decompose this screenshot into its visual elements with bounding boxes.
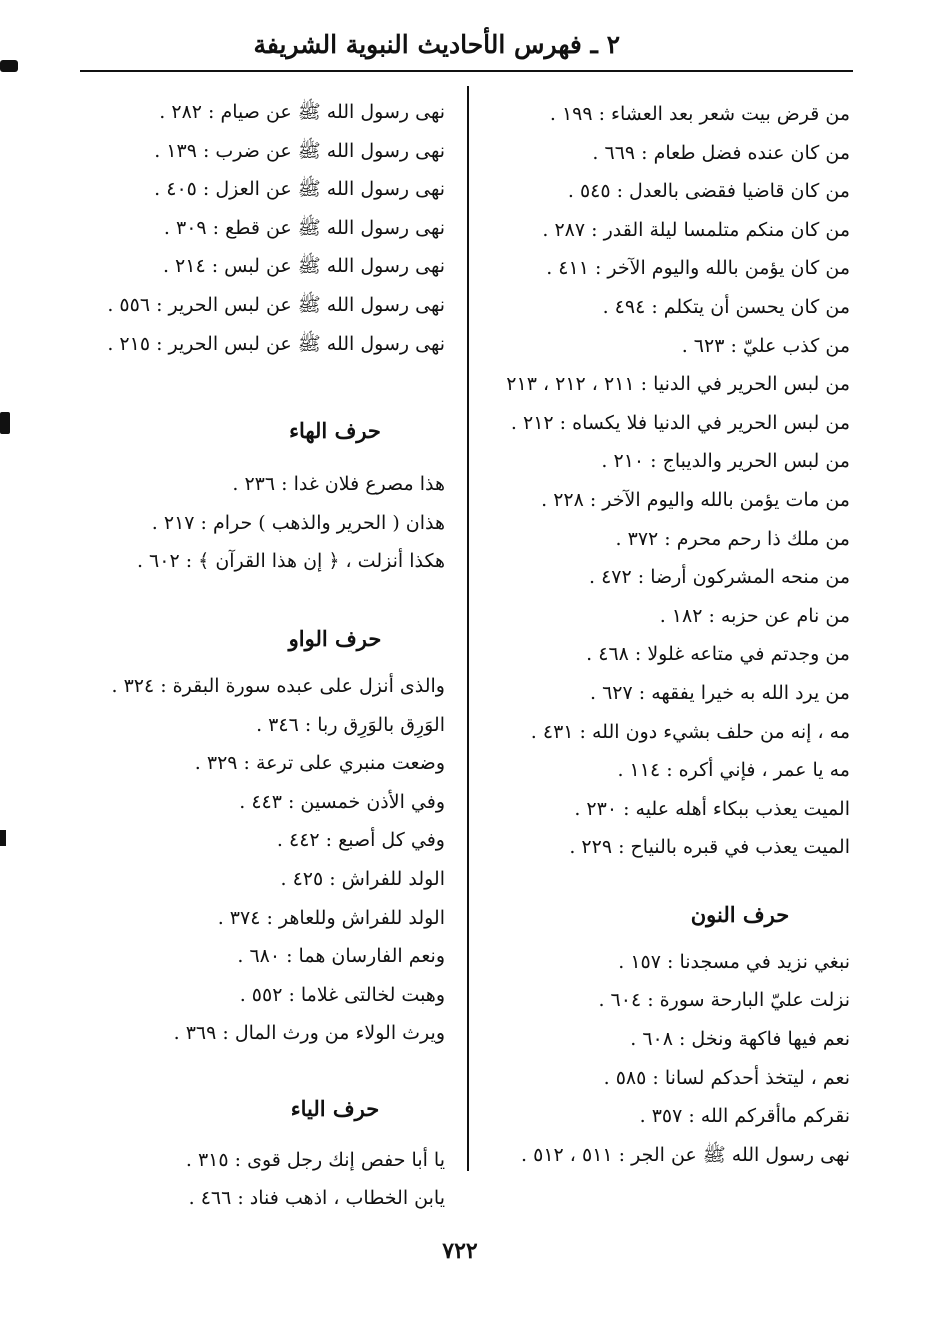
index-entry: نهى رسول الله ﷺ عن صيام : ٢٨٢ .: [159, 101, 445, 123]
index-entry: من قرض بيت شعر بعد العشاء : ١٩٩ .: [549, 103, 850, 125]
index-entry: نهى رسول الله ﷺ عن قطع : ٣٠٩ .: [163, 216, 445, 239]
index-entry: من لبس الحرير في الدنيا فلا يكساه : ٢١٢ .: [510, 411, 850, 434]
index-entry: نهى رسول الله ﷺ عن ضرب : ١٣٩ .: [154, 139, 445, 162]
index-entry: من ملك ذا رحم محرم : ٣٧٢ .: [615, 527, 850, 550]
index-entry: ونعم الفارسان هما : ٦٨٠ .: [237, 945, 445, 968]
index-entry: هكذا أنزلت ، ﴿ إن هذا القرآن ﴾ : ٦٠٢ .: [136, 550, 445, 573]
margin-ink-mark: [0, 60, 18, 72]
index-entry: من يرد الله به خيرا يفقهه : ٦٢٧ .: [590, 681, 850, 704]
index-entry: من كان منكم متلمسا ليلة القدر : ٢٨٧ .: [542, 218, 850, 241]
section-heading-ha: حرف الهاء: [289, 418, 381, 444]
index-entry: من مات يؤمن بالله واليوم الآخر : ٢٢٨ .: [541, 488, 850, 511]
index-entry: نعم فيها فاكهة ونخل : ٦٠٨ .: [630, 1028, 850, 1051]
index-entry: من لبس الحرير والديباج : ٢١٠ .: [601, 450, 850, 473]
right-column: [488, 95, 850, 1174]
index-entry: نهى رسول الله ﷺ عن لبس الحرير : ٢١٥ .: [107, 332, 445, 355]
index-entry: من كذب عليّ : ٦٢٣ .: [681, 334, 850, 357]
index-entry: مه يا عمر ، فإني أكره : ١١٤ .: [617, 759, 850, 782]
index-entry: ويرث الولاء من ورث المال : ٣٦٩ .: [173, 1022, 445, 1045]
section-heading-nun: حرف النون: [690, 901, 790, 927]
index-entry: والذى أنزل على عبده سورة البقرة : ٣٢٤ .: [111, 674, 445, 697]
index-entry: من كان قاضيا فقضى بالعدل : ٥٤٥ .: [567, 180, 850, 203]
running-header-title: ٢ ـ فهرس الأحاديث النبوية الشريفة: [253, 30, 620, 59]
index-entry: الميت يعذب ببكاء أهله عليه : ٢٣٠ .: [574, 797, 850, 820]
index-entry: الميت يعذب في قبره بالنياح : ٢٢٩ .: [569, 836, 850, 859]
page-number: ٧٢٢: [442, 1238, 478, 1264]
index-entry: يابن الخطاب ، اذهب فناد : ٤٦٦ .: [188, 1187, 445, 1210]
section-heading-ya: حرف الياء: [290, 1095, 380, 1121]
index-entry: وضعت منبري على ترعة : ٣٢٩ .: [194, 752, 445, 775]
index-entry: نهى رسول الله ﷺ عن العزل : ٤٠٥ .: [154, 178, 445, 201]
index-entry: من وجدتم في متاعه غلولا : ٤٦٨ .: [586, 643, 850, 666]
index-entry: من لبس الحرير في الدنيا : ٢١١ ، ٢١٢ ، ٢١٣: [506, 373, 850, 396]
index-entry: نهى رسول الله ﷺ عن لبس الحرير : ٥٥٦ .: [107, 293, 445, 316]
index-entry: نهى رسول الله ﷺ عن لبس : ٢١٤ .: [162, 255, 445, 278]
index-entry: نقركم ماأقركم الله : ٣٥٧ .: [639, 1105, 850, 1128]
index-entry: من منحه المشركون أرضا : ٤٧٢ .: [589, 566, 850, 589]
index-entry: يا أبا حفص إنك رجل قوى : ٣١٥ .: [185, 1148, 445, 1171]
index-entry: هذان ( الحرير والذهب ) حرام : ٢١٧ .: [151, 511, 445, 534]
header-rule: [80, 70, 853, 72]
index-entry: نبغي نزيد في مسجدنا : ١٥٧ .: [618, 950, 850, 973]
index-entry: الوَرِق بالوَرِق ربا : ٣٤٦ .: [256, 713, 445, 736]
left-column: [90, 93, 445, 1218]
index-entry: وفي كل أصبع : ٤٤٢ .: [276, 829, 445, 852]
index-entry: هذا مصرع فلان غدا : ٢٣٦ .: [232, 473, 445, 496]
index-entry: نعم ، ليتخذ أحدكم لسانا : ٥٨٥ .: [603, 1066, 850, 1089]
index-entry: نزلت عليّ البارحة سورة : ٦٠٤ .: [598, 989, 850, 1012]
index-entry: من كان عنده فضل طعام : ٦٦٩ .: [592, 141, 850, 164]
index-entry: الولد للفراش وللعاهر : ٣٧٤ .: [217, 906, 445, 929]
index-entry: من نام عن حزبه : ١٨٢ .: [659, 604, 850, 627]
index-entry: وفي الأذن خمسين : ٤٤٣ .: [239, 790, 445, 813]
index-entry: وهبت لخالتى غلاما : ٥٥٢ .: [239, 983, 445, 1006]
margin-ink-mark: [0, 830, 6, 846]
index-entry: من كان يؤمن بالله واليوم الآخر : ٤١١ .: [546, 257, 850, 280]
index-entry: الولد للفراش : ٤٢٥ .: [280, 867, 445, 890]
column-divider: [467, 86, 469, 1171]
index-entry: نهى رسول الله ﷺ عن الجر : ٥١١ ، ٥١٢ .: [521, 1143, 850, 1166]
section-heading-waw: حرف الواو: [288, 625, 382, 651]
margin-ink-mark: [0, 412, 10, 434]
index-entry: مه ، إنه من حلف بشيء دون الله : ٤٣١ .: [530, 720, 850, 743]
index-entry: من كان يحسن أن يتكلم : ٤٩٤ .: [602, 295, 850, 318]
